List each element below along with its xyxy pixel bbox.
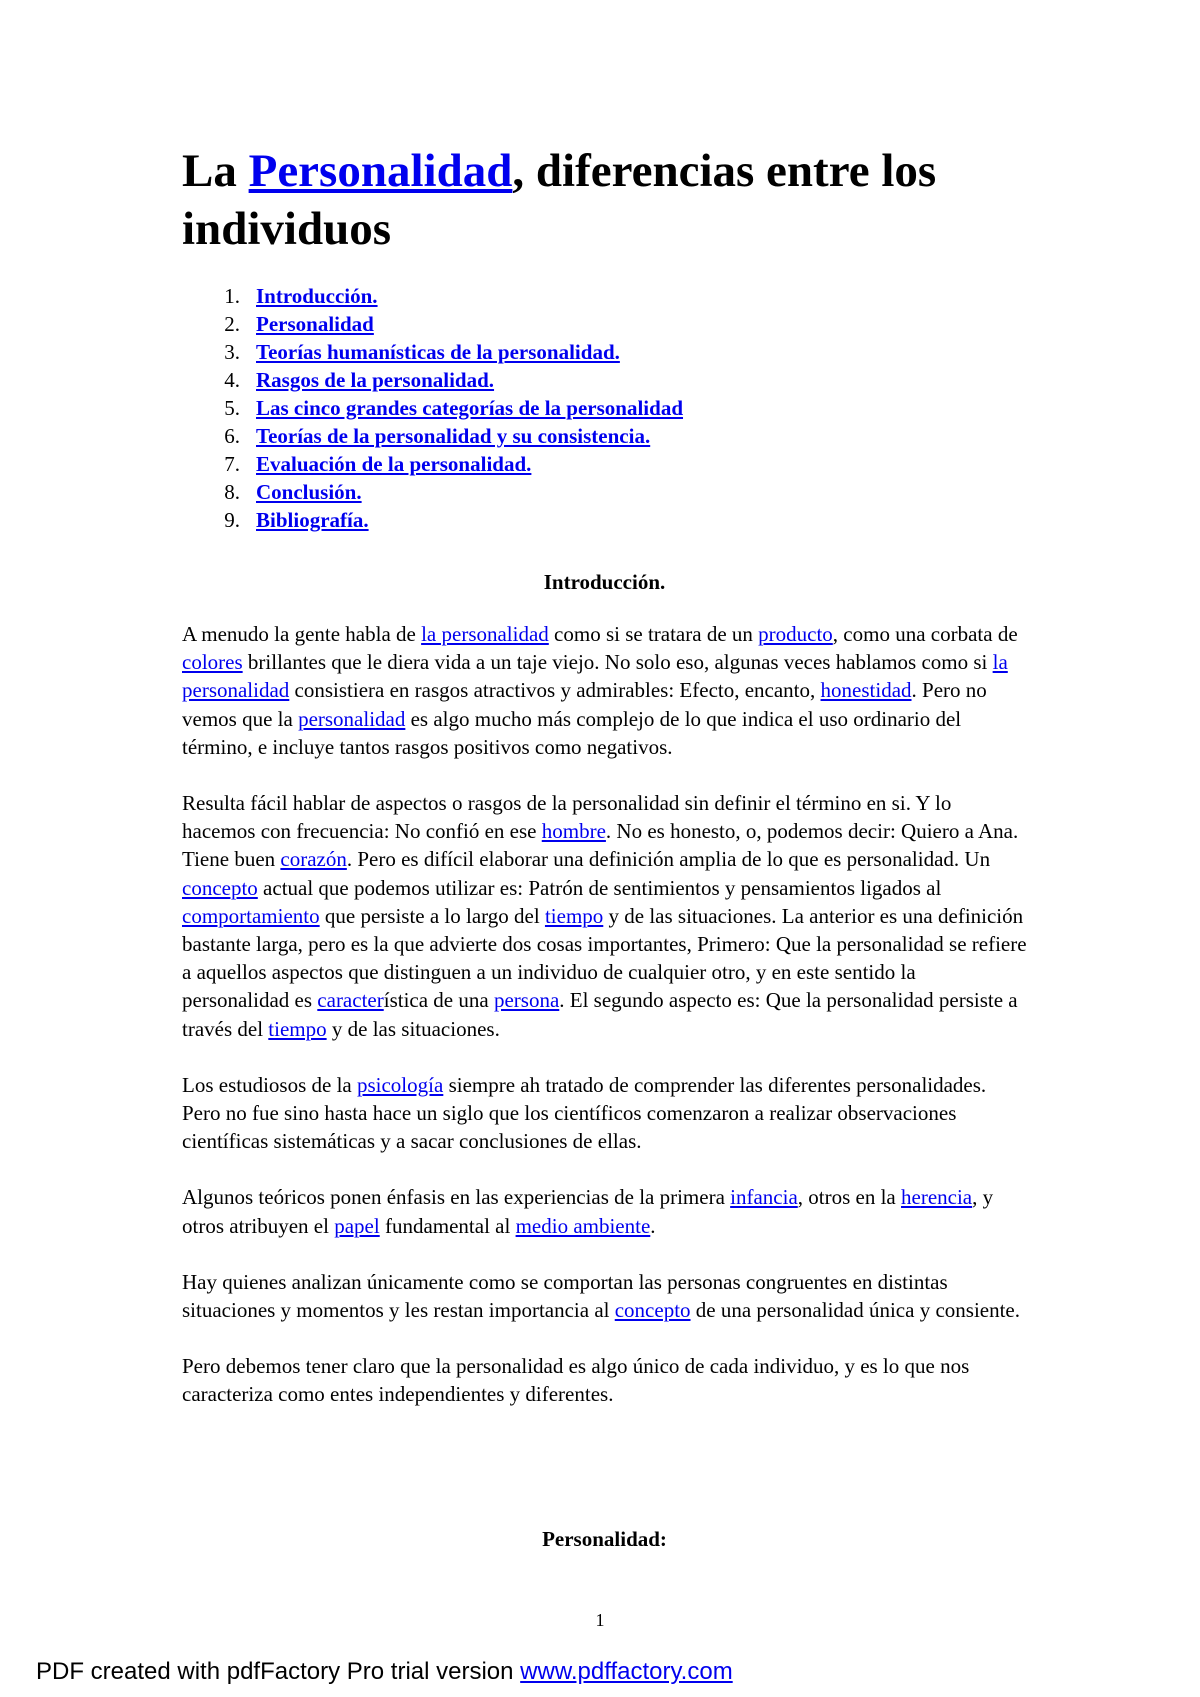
title-suffix: , diferencias entre los individuos [182,145,937,255]
text: y de las situaciones. La anterior es una definición bastante larga, pero es la que advierte dos cosas importantes, Primero: Que la personalidad se refiere a aquellos aspectos que distinguen a un individuo de cualquier otro, y en este sentido la personalidad es [182,903,1027,1013]
toc-number: 4. [224,368,240,392]
link-tiempo[interactable]: tiempo [268,1016,327,1041]
toc-link-personalidad[interactable]: Personalidad [256,312,374,336]
pdf-footer [36,1658,733,1686]
link-corazon[interactable]: corazón [280,847,347,872]
title-prefix: La [182,145,249,197]
text: Los estudiosos de la [182,1072,357,1097]
toc-link-teorias-humanisticas[interactable]: Teorías humanísticas de la personalidad. [256,340,620,364]
text: Resulta fácil hablar de aspectos o rasgos de la personalidad sin definir el término en si. Y lo hacemos con frecuencia: No confió en ese [182,791,952,844]
body-text [182,620,1027,1437]
toc-item [182,310,683,338]
paragraph-2 [182,789,1027,1043]
toc-link-introduccion[interactable]: Introducción. [256,284,378,308]
link-concepto[interactable]: concepto [182,875,258,900]
text: Algunos teóricos ponen énfasis en las experiencias de la primera [182,1185,731,1210]
text: Pero debemos tener claro que la personalidad es algo único de cada individuo, y es lo que nos caracteriza como entes independientes y diferentes. [182,1354,970,1407]
toc-item [182,282,683,310]
link-la-personalidad[interactable]: la personalidad [421,622,549,646]
paragraph-6 [182,1352,1027,1408]
toc-number: 9. [224,508,240,532]
link-tiempo[interactable]: tiempo [544,903,604,928]
link-honestidad[interactable]: honestidad [820,678,912,703]
text: como si se tratara de un [548,622,759,646]
toc-link-evaluacion[interactable]: Evaluación de la personalidad. [256,452,532,476]
toc-link-rasgos[interactable]: Rasgos de la personalidad. [256,368,495,392]
text: actual que podemos utilizar es: Patrón de sentimientos y pensamientos ligados al [257,875,942,900]
text: . Pero no vemos que la [182,678,987,731]
paragraph-5 [182,1268,1027,1324]
link-hombre[interactable]: hombre [541,819,606,844]
toc-item [182,366,683,394]
title-personalidad-link[interactable]: Personalidad [248,145,513,197]
toc-item [182,422,683,450]
footer-link[interactable]: www.pdffactory.com [520,1658,733,1685]
text: . Pero es difícil elaborar una definición amplia de lo que es personalidad. Un [346,847,991,872]
footer-text: PDF created with pdfFactory Pro trial version [36,1658,521,1685]
link-personalidad[interactable]: personalidad [298,706,406,731]
toc-number: 5. [224,396,240,420]
toc-link-consistencia[interactable]: Teorías de la personalidad y su consistencia. [256,424,651,448]
link-la-personalidad[interactable]: la personalidad [182,650,1008,703]
link-psicologia[interactable]: psicología [356,1072,444,1097]
toc-item [182,506,683,534]
link-colores[interactable]: colores [182,650,243,675]
toc-item [182,478,683,506]
text: y de las situaciones. [326,1016,500,1041]
text: brillantes que le diera vida a un taje viejo. No solo eso, algunas veces hablamos como si [242,650,993,675]
page-title [182,142,1027,258]
toc-link-conclusion[interactable]: Conclusión. [256,480,362,504]
link-infancia[interactable]: infancia [730,1185,798,1210]
section-heading-introduccion: Introducción. [543,570,666,594]
link-herencia[interactable]: herencia [901,1185,973,1210]
text: . [650,1213,656,1238]
paragraph-1 [182,620,1027,761]
toc-number: 6. [224,424,240,448]
text: , y otros atribuyen el [182,1185,994,1238]
link-comportamiento[interactable]: comportamiento [182,903,320,928]
toc-item [182,450,683,478]
toc-item [182,394,683,422]
link-caracter[interactable]: caracter [317,988,384,1013]
toc-number: 1. [224,284,240,308]
text: . No es honesto, o, podemos decir: Quiero a Ana. Tiene buen [182,819,1019,872]
toc-item [182,338,683,366]
text: siempre ah tratado de comprender las diferentes personalidades. Pero no fue sino hasta hace un siglo que los científicos comenzaron a realizar observaciones científicas sistemáticas y a sacar conclusiones de ellas. [182,1072,987,1154]
section-heading-personalidad: Personalidad: [542,1527,667,1551]
text: , otros en la [797,1185,902,1210]
text: A menudo la gente habla de [182,622,422,646]
toc-number: 2. [224,312,240,336]
table-of-contents [182,282,683,534]
paragraph-3 [182,1071,1027,1156]
toc-link-bibliografia[interactable]: Bibliografía. [256,508,369,532]
link-persona[interactable]: persona [493,988,560,1013]
text: consistiera en rasgos atractivos y admirables: Efecto, encanto, [289,678,821,703]
toc-number: 7. [224,452,240,476]
text: . El segundo aspecto es: Que la personalidad persiste a través del [182,988,1018,1041]
text: ística de una [383,988,494,1013]
paragraph-4 [182,1183,1027,1239]
link-concepto[interactable]: concepto [614,1298,691,1323]
text: Hay quienes analizan únicamente como se comportan las personas congruentes en distintas situaciones y momentos y les restan importancia al [182,1269,948,1323]
text: fundamental al [379,1213,516,1238]
toc-number: 8. [224,480,240,504]
toc-link-cinco-grandes[interactable]: Las cinco grandes categorías de la personalidad [256,396,684,420]
text: es algo mucho más complejo de lo que indica el uso ordinario del término, e incluye tantos rasgos positivos como negativos. [182,706,962,759]
link-producto[interactable]: producto [758,622,833,646]
text: que persiste a lo largo del [319,903,545,928]
page-number: 1 [595,1610,605,1630]
toc-number: 3. [224,340,240,364]
text: , como una corbata de [832,622,1018,646]
text: de una personalidad única y consiente. [690,1298,1020,1323]
link-papel[interactable]: papel [334,1213,380,1238]
link-medio-ambiente[interactable]: medio ambiente [515,1213,651,1238]
